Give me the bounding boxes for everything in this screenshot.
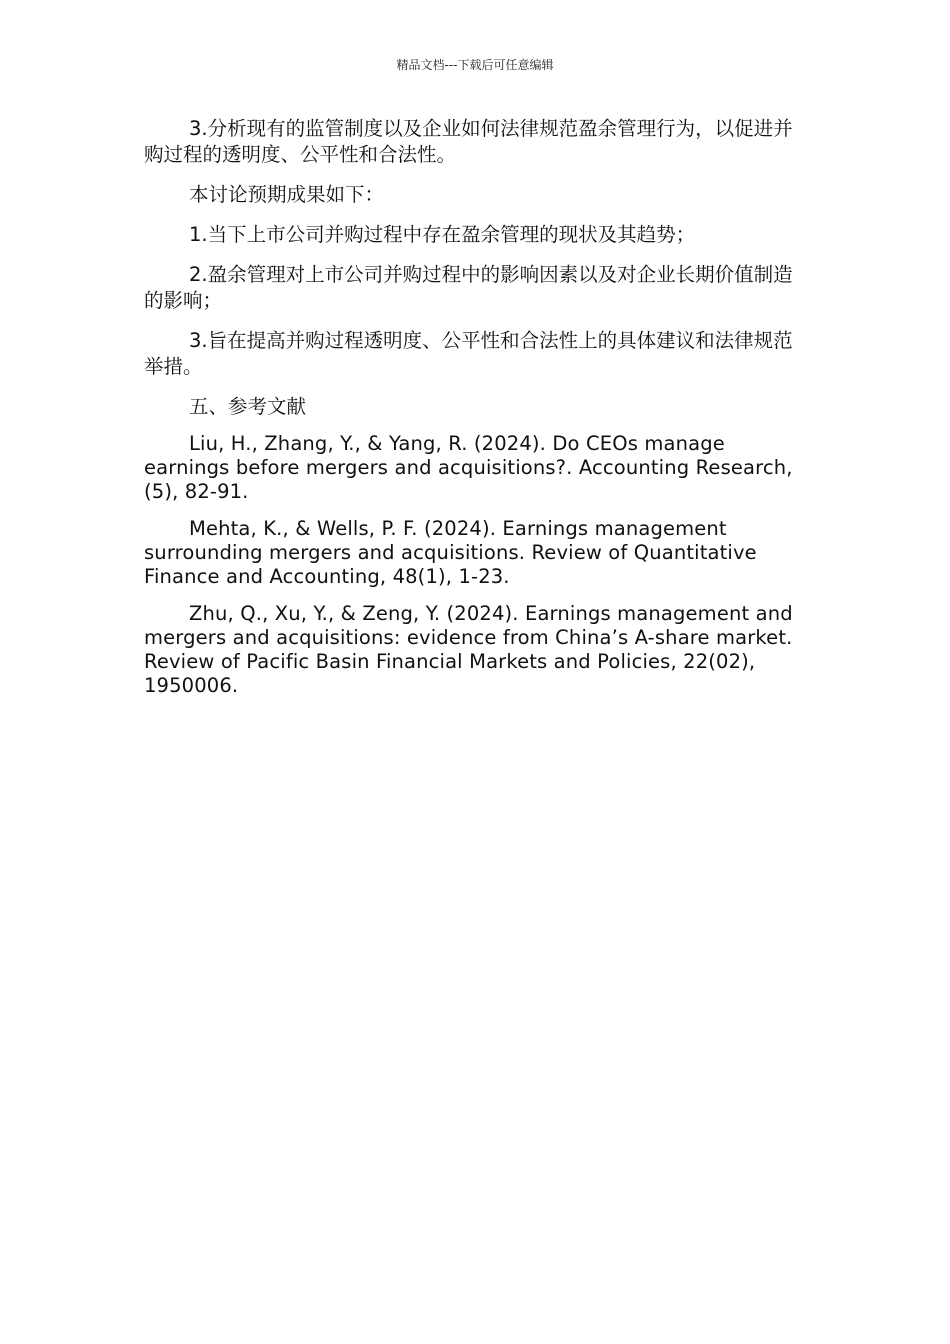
references-heading: 五、参考文献: [189, 395, 307, 418]
reference-item-3: Zhu, Q., Xu, Y., & Zeng, Y. (2024). Earnings management and mergers and acquisitions: evidence from China’s A-share market. Review of Pacific Basin Financial Markets and Policies, 22(02), 1950006.: [144, 602, 793, 697]
paragraph-expected-results-intro: 本讨论预期成果如下：: [189, 183, 385, 206]
document-body: [144, 116, 796, 711]
paragraph-objective-3: 3.分析现有的监管制度以及企业如何法律规范盈余管理行为，以促进并购过程的透明度、公平性和合法性。: [144, 117, 793, 166]
reference-item-1: Liu, H., Zhang, Y., & Yang, R. (2024). Do CEOs manage earnings before mergers and acquisitions?. Accounting Research, (5), 82-91.: [144, 432, 793, 503]
paragraph-result-3: 3.旨在提高并购过程透明度、公平性和合法性上的具体建议和法律规范举措。: [144, 329, 793, 378]
paragraph-result-1: 1.当下上市公司并购过程中存在盈余管理的现状及其趋势；: [189, 223, 696, 246]
page-header: 精品文档---下载后可任意编辑: [396, 58, 554, 72]
reference-item-2: Mehta, K., & Wells, P. F. (2024). Earnings management surrounding mergers and acquisitions. Review of Quantitative Finance and Accounting, 48(1), 1-23.: [144, 517, 757, 588]
paragraph-result-2: 2.盈余管理对上市公司并购过程中的影响因素以及对企业长期价值制造的影响；: [144, 263, 793, 312]
